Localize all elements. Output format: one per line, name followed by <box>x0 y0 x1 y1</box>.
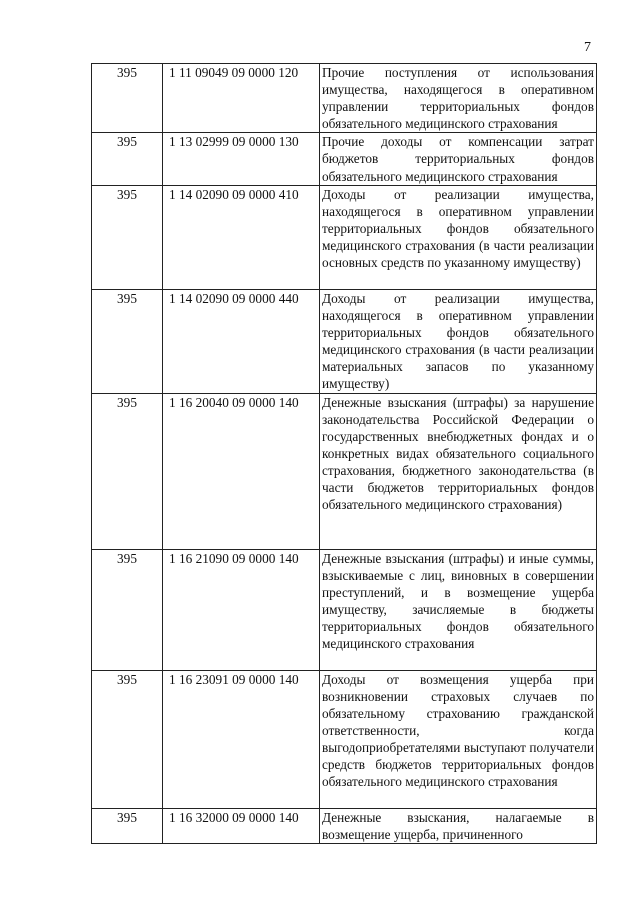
revenue-codes-table <box>91 63 597 844</box>
table-row <box>92 808 597 843</box>
admin-code: 395 <box>92 393 163 549</box>
admin-code: 395 <box>92 64 163 133</box>
table-row <box>92 64 597 133</box>
admin-code: 395 <box>92 133 163 185</box>
budget-classification-code: 1 16 32000 09 0000 140 <box>163 808 320 843</box>
admin-code: 395 <box>92 185 163 289</box>
admin-code: 395 <box>92 808 163 843</box>
income-description: Денежные взыскания (штрафы) и иные суммы, взыскиваемые с лиц, виновных в совершении преступлений, и в возмещение ущерба имуществу, зачисляемые в бюджеты территориальных фондов обязательного медицинского страхования <box>320 549 597 670</box>
budget-classification-code: 1 16 23091 09 0000 140 <box>163 670 320 808</box>
income-description: Доходы от возмещения ущерба при возникновении страховых случаев по обязательному страхованию гражданской ответственности, когда выгодоприобретателями выступают получатели средств бюджетов территориальных фондов обязательного медицинского страхования <box>320 670 597 808</box>
income-description: Доходы от реализации имущества, находящегося в оперативном управлении территориальных фондов обязательного медицинского страхования (в части реализации материальных запасов по указанному имуществу) <box>320 289 597 393</box>
budget-classification-code: 1 14 02090 09 0000 410 <box>163 185 320 289</box>
table-row <box>92 393 597 549</box>
table-row <box>92 289 597 393</box>
income-description: Денежные взыскания (штрафы) за нарушение законодательства Российской Федерации о государственных внебюджетных фондах и о конкретных видах обязательного социального страхования, бюджетного законодательства (в части бюджетов территориальных фондов обязательного медицинского страхования) <box>320 393 597 549</box>
income-description: Доходы от реализации имущества, находящегося в оперативном управлении территориальных фондов обязательного медицинского страхования (в части реализации основных средств по указанному имуществу) <box>320 185 597 289</box>
page-number: 7 <box>584 40 591 55</box>
budget-classification-code: 1 16 21090 09 0000 140 <box>163 549 320 670</box>
table-row <box>92 185 597 289</box>
income-description: Денежные взыскания, налагаемые в возмещение ущерба, причиненного <box>320 808 597 843</box>
budget-classification-code: 1 11 09049 09 0000 120 <box>163 64 320 133</box>
budget-classification-code: 1 13 02999 09 0000 130 <box>163 133 320 185</box>
budget-classification-code: 1 14 02090 09 0000 440 <box>163 289 320 393</box>
table-row <box>92 133 597 185</box>
table-row <box>92 670 597 808</box>
budget-classification-code: 1 16 20040 09 0000 140 <box>163 393 320 549</box>
admin-code: 395 <box>92 670 163 808</box>
income-description: Прочие поступления от использования имущества, находящегося в оперативном управлении территориальных фондов обязательного медицинского страхования <box>320 64 597 133</box>
admin-code: 395 <box>92 549 163 670</box>
table-row <box>92 549 597 670</box>
admin-code: 395 <box>92 289 163 393</box>
income-description: Прочие доходы от компенсации затрат бюджетов территориальных фондов обязательного медицинского страхования <box>320 133 597 185</box>
